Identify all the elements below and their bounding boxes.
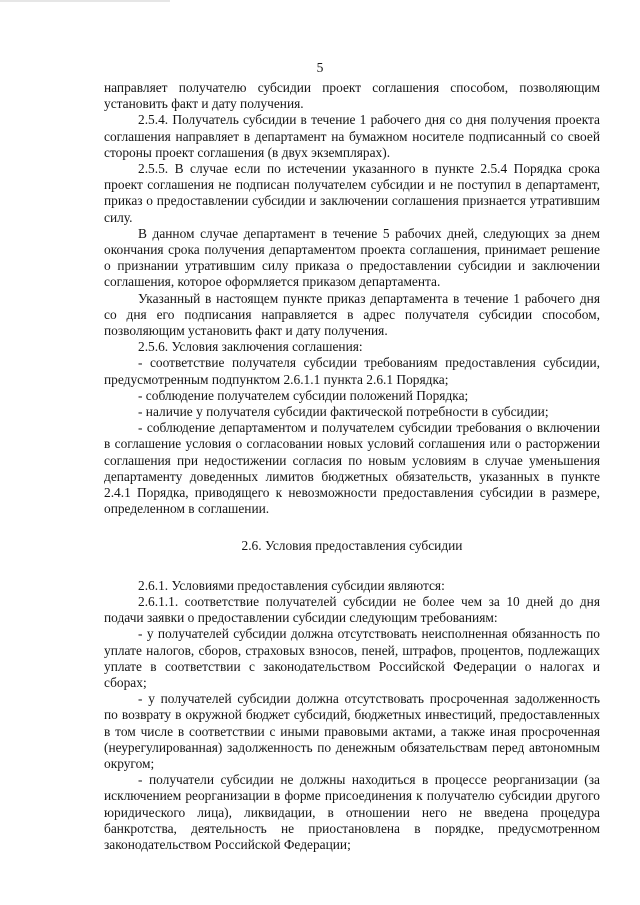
paragraph: 2.6.1.1. соответствие получателей субсидии не более чем за 10 дней до дня подачи заявки о предоставлении субсидии следующим требованиям:: [104, 593, 600, 626]
list-item: - соответствие получателя субсидии требованиям предоставления субсидии, предусмотренным подпунктом 2.6.1.1 пункта 2.6.1 Порядка;: [104, 355, 600, 387]
paragraph: 2.6.1. Условиями предоставления субсидии являются:: [138, 577, 445, 593]
section-heading: 2.6. Условия предоставления субсидии: [241, 538, 463, 554]
paragraph: направляет получателю субсидии проект соглашения способом, позволяющим установить факт и дату получения.: [104, 80, 600, 112]
paragraph: 2.5.6. Условия заключения соглашения:: [138, 339, 363, 355]
list-item: - соблюдение департаментом и получателем субсидии требования о включении в соглашение условия о согласовании новых условий соглашения или о расторжении соглашения при недостижении согласия по новым условиям в случае уменьшения департаменту доведенных лимитов бюджетных обязательств, указанных в пункте 2.4.1 Порядка, приводящего к невозможности предоставления субсидии в размере, определенном в соглашении.: [104, 420, 600, 517]
list-item: - получатели субсидии не должны находиться в процессе реорганизации (за исключением реорганизации в форме присоединения к получателю субсидии другого юридического лица), ликвидации, в отношении него не введена процедура банкротства, деятельность не приостановлена в порядке, предусмотренном законодательством Российской Федерации;: [104, 772, 600, 852]
page-number: 5: [316, 60, 324, 75]
paragraph: В данном случае департамент в течение 5 рабочих дней, следующих за днем окончания срока получения департаментом проекта соглашения, принимает решение о признании утратившим силу приказа о предоставлении субсидии и заключении соглашения, которое оформляется приказом департамента.: [104, 225, 600, 290]
list-item: - у получателей субсидии должна отсутствовать неисполненная обязанность по уплате налогов, сборов, страховых взносов, пеней, штрафов, процентов, подлежащих уплате в соответствии с законодательством Российской Федерации о налогах и сборах;: [104, 626, 600, 690]
list-item: - наличие у получателя субсидии фактической потребности в субсидии;: [138, 404, 549, 420]
paragraph: 2.5.4. Получатель субсидии в течение 1 рабочего дня со дня получения проекта соглашения направляет в департамент на бумажном носителе подписанный со своей стороны проект соглашения (в двух экземплярах).: [104, 112, 600, 160]
scan-edge-mark: [0, 0, 170, 2]
paragraph: 2.5.5. В случае если по истечении указанного в пункте 2.5.4 Порядка срока проект соглашения не подписан получателем субсидии и не поступил в департамент, приказ о предоставлении субсидии и заключении соглашения признается утратившим силу.: [104, 161, 600, 225]
paragraph: Указанный в настоящем пункте приказ департамента в течение 1 рабочего дня со дня его подписания направляется в адрес получателя субсидии способом, позволяющим установить факт и дату получения.: [104, 290, 600, 339]
list-item: - у получателей субсидии должна отсутствовать просроченная задолженность по возврату в окружной бюджет субсидий, бюджетных инвестиций, предоставленных в том числе в соответствии с иными правовыми актами, а также иная просроченная (неурегулированная) задолженность по денежным обязательствам перед автономным округом;: [104, 691, 600, 771]
document-body: [104, 80, 600, 853]
list-item: - соблюдение получателем субсидии положений Порядка;: [138, 387, 469, 403]
